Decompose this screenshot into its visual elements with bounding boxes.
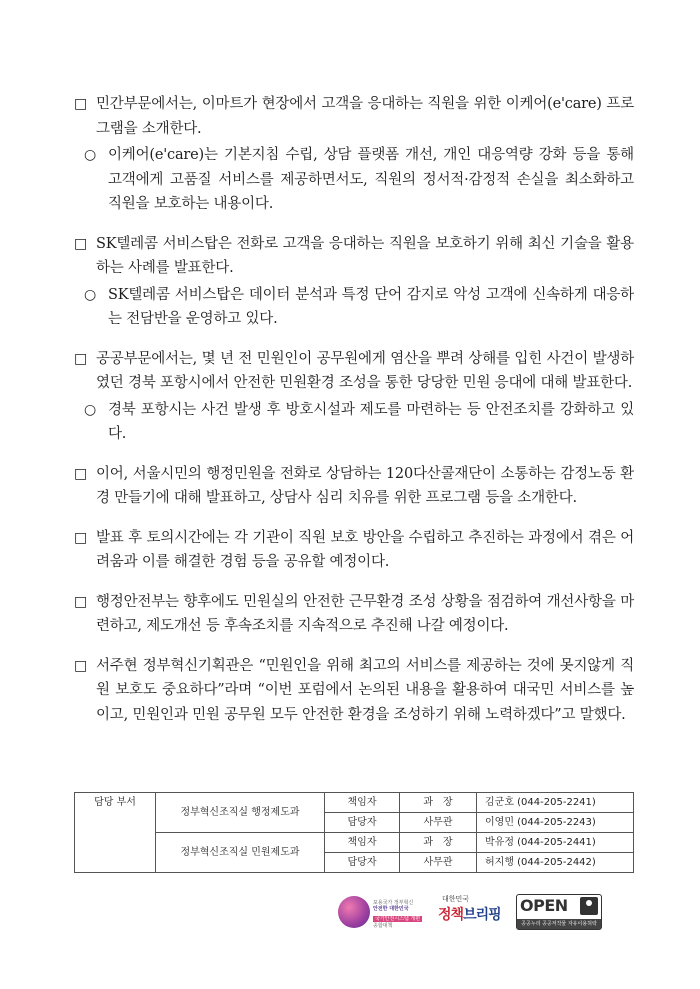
square-bullet-icon: □ [74, 529, 88, 546]
paragraph-text: 서주현 정부혁신기획관은 “민원인을 위해 최고의 서비스를 제공하는 것에 못지않게 직원 보호도 중요하다”라며 “이번 포럼에서 논의된 내용을 활용하여 대국민 서비스를 높이고, 민원인과 민원 공무원 모두 안전한 환경을 조성하기 위해 노력하겠다”고 말했다. [96, 657, 634, 723]
attribution-icon [580, 897, 598, 915]
paragraph-sktelecom [74, 232, 634, 281]
contact-cell: 박유정 (044-205-2441) [477, 833, 634, 853]
heart-emblem-icon [338, 896, 370, 928]
paragraph-ministry-plan [74, 590, 634, 639]
open-license-logo [516, 894, 602, 930]
title-cell: 과 장 [400, 793, 477, 813]
role-cell: 담당자 [325, 853, 400, 873]
role-cell: 담당자 [325, 813, 400, 833]
role-cell: 책임자 [325, 833, 400, 853]
square-bullet-icon: □ [74, 235, 88, 252]
square-bullet-icon: □ [74, 657, 88, 674]
circle-bullet-icon: ○ [84, 401, 97, 418]
paragraph-text: 발표 후 토의시간에는 각 기관이 직원 보호 방안을 수립하고 추진하는 과정에서 겪은 어려움과 이를 해결한 경험 등을 공유할 예정이다. [96, 529, 634, 570]
square-bullet-icon: □ [74, 593, 88, 610]
logo-text: 종합대책 [373, 923, 393, 929]
circle-bullet-icon: ○ [84, 286, 97, 303]
title-cell: 과 장 [400, 833, 477, 853]
paragraph-quote [74, 654, 634, 728]
department-label: 담당 부서 [75, 793, 156, 873]
paragraph-emart [74, 92, 634, 141]
policy-briefing-logo [438, 892, 508, 932]
circle-bullet-icon: ○ [84, 147, 97, 163]
press-release-body [74, 92, 634, 727]
paragraph-text: 경북 포항시는 사건 발생 후 방호시설과 제도를 마련하는 등 안전조치를 강화하고 있다. [108, 401, 634, 442]
logo-text: 공공누리 공공저작물 자유이용허락 [517, 919, 601, 929]
table-row [75, 833, 634, 853]
paragraph-text: SK텔레콤 서비스탑은 데이터 분석과 특정 단어 감지로 악성 고객에 신속하게 대응하는 전담반을 운영하고 있다. [108, 286, 634, 327]
logo-text: OPEN [520, 896, 568, 915]
title-cell: 사무관 [400, 853, 477, 873]
title-cell: 사무관 [400, 813, 477, 833]
contact-cell: 이영민 (044-205-2243) [477, 813, 634, 833]
logo-text: 국가안전시스템 개편 [375, 916, 421, 922]
logo-text: 포용국가 정부혁신 [373, 900, 414, 906]
paragraph-text: 이어, 서울시민의 행정민원을 전화로 상담하는 120다산콜재단이 소통하는 감정노동 환경 만들기에 대해 발표하고, 상담사 심리 치유를 위한 프로그램 등을 소개한다. [96, 465, 634, 506]
contact-cell: 김군호 (044-205-2241) [477, 793, 634, 813]
paragraph-text: 공공부문에서는, 몇 년 전 민원인이 공무원에게 염산을 뿌려 상해를 입힌 사건이 발생하였던 경북 포항시에서 안전한 민원환경 조성을 통한 당당한 민원 응대에 대해 발표한다. [96, 350, 634, 391]
paragraph-120-dasan [74, 462, 634, 511]
org-cell: 정부혁신조직실 행정제도과 [156, 793, 325, 833]
logo-text [438, 904, 501, 924]
logo-text-red: 정책 [438, 907, 464, 923]
paragraph-pohang [74, 347, 634, 396]
contact-cell: 허지행 (044-205-2442) [477, 853, 634, 873]
subparagraph-sktelecom [74, 283, 634, 332]
paragraph-text: SK텔레콤 서비스탑은 전화로 고객을 응대하는 직원을 보호하기 위해 최신 기술을 활용하는 사례를 발표한다. [96, 235, 634, 276]
paragraph-discussion [74, 526, 634, 575]
square-bullet-icon: □ [74, 465, 88, 482]
paragraph-text: 민간부문에서는, 이마트가 현장에서 고객을 응대하는 직원을 위한 이케어(e'care) 프로그램을 소개한다. [96, 96, 634, 137]
logo-text: 안전한 대한민국 [373, 906, 409, 912]
department-contact-table [74, 792, 634, 873]
square-bullet-icon: □ [74, 96, 88, 112]
square-bullet-icon: □ [74, 350, 88, 367]
logo-text-blue: 브리핑 [463, 907, 501, 923]
paragraph-text: 행정안전부는 향후에도 민원실의 안전한 근무환경 조성 상황을 점검하여 개선사항을 마련하고, 제도개선 등 후속조치를 지속적으로 추진해 나갈 예정이다. [96, 593, 634, 634]
table-row [75, 793, 634, 813]
subparagraph-ecare [74, 143, 634, 217]
logo-text: 대한민국 [442, 895, 470, 903]
footer-logos [338, 888, 638, 938]
government-innovation-logo [338, 892, 430, 932]
paragraph-text: 이케어(e'care)는 기본지침 수립, 상담 플랫폼 개선, 개인 대응역량 강화 등을 통해 고객에게 고품질 서비스를 제공하면서도, 직원의 정서적·감정적 손실을 최소화하고 직원을 보호하는 내용이다. [108, 147, 634, 212]
subparagraph-pohang [74, 398, 634, 447]
role-cell: 책임자 [325, 793, 400, 813]
org-cell: 정부혁신조직실 민원제도과 [156, 833, 325, 873]
